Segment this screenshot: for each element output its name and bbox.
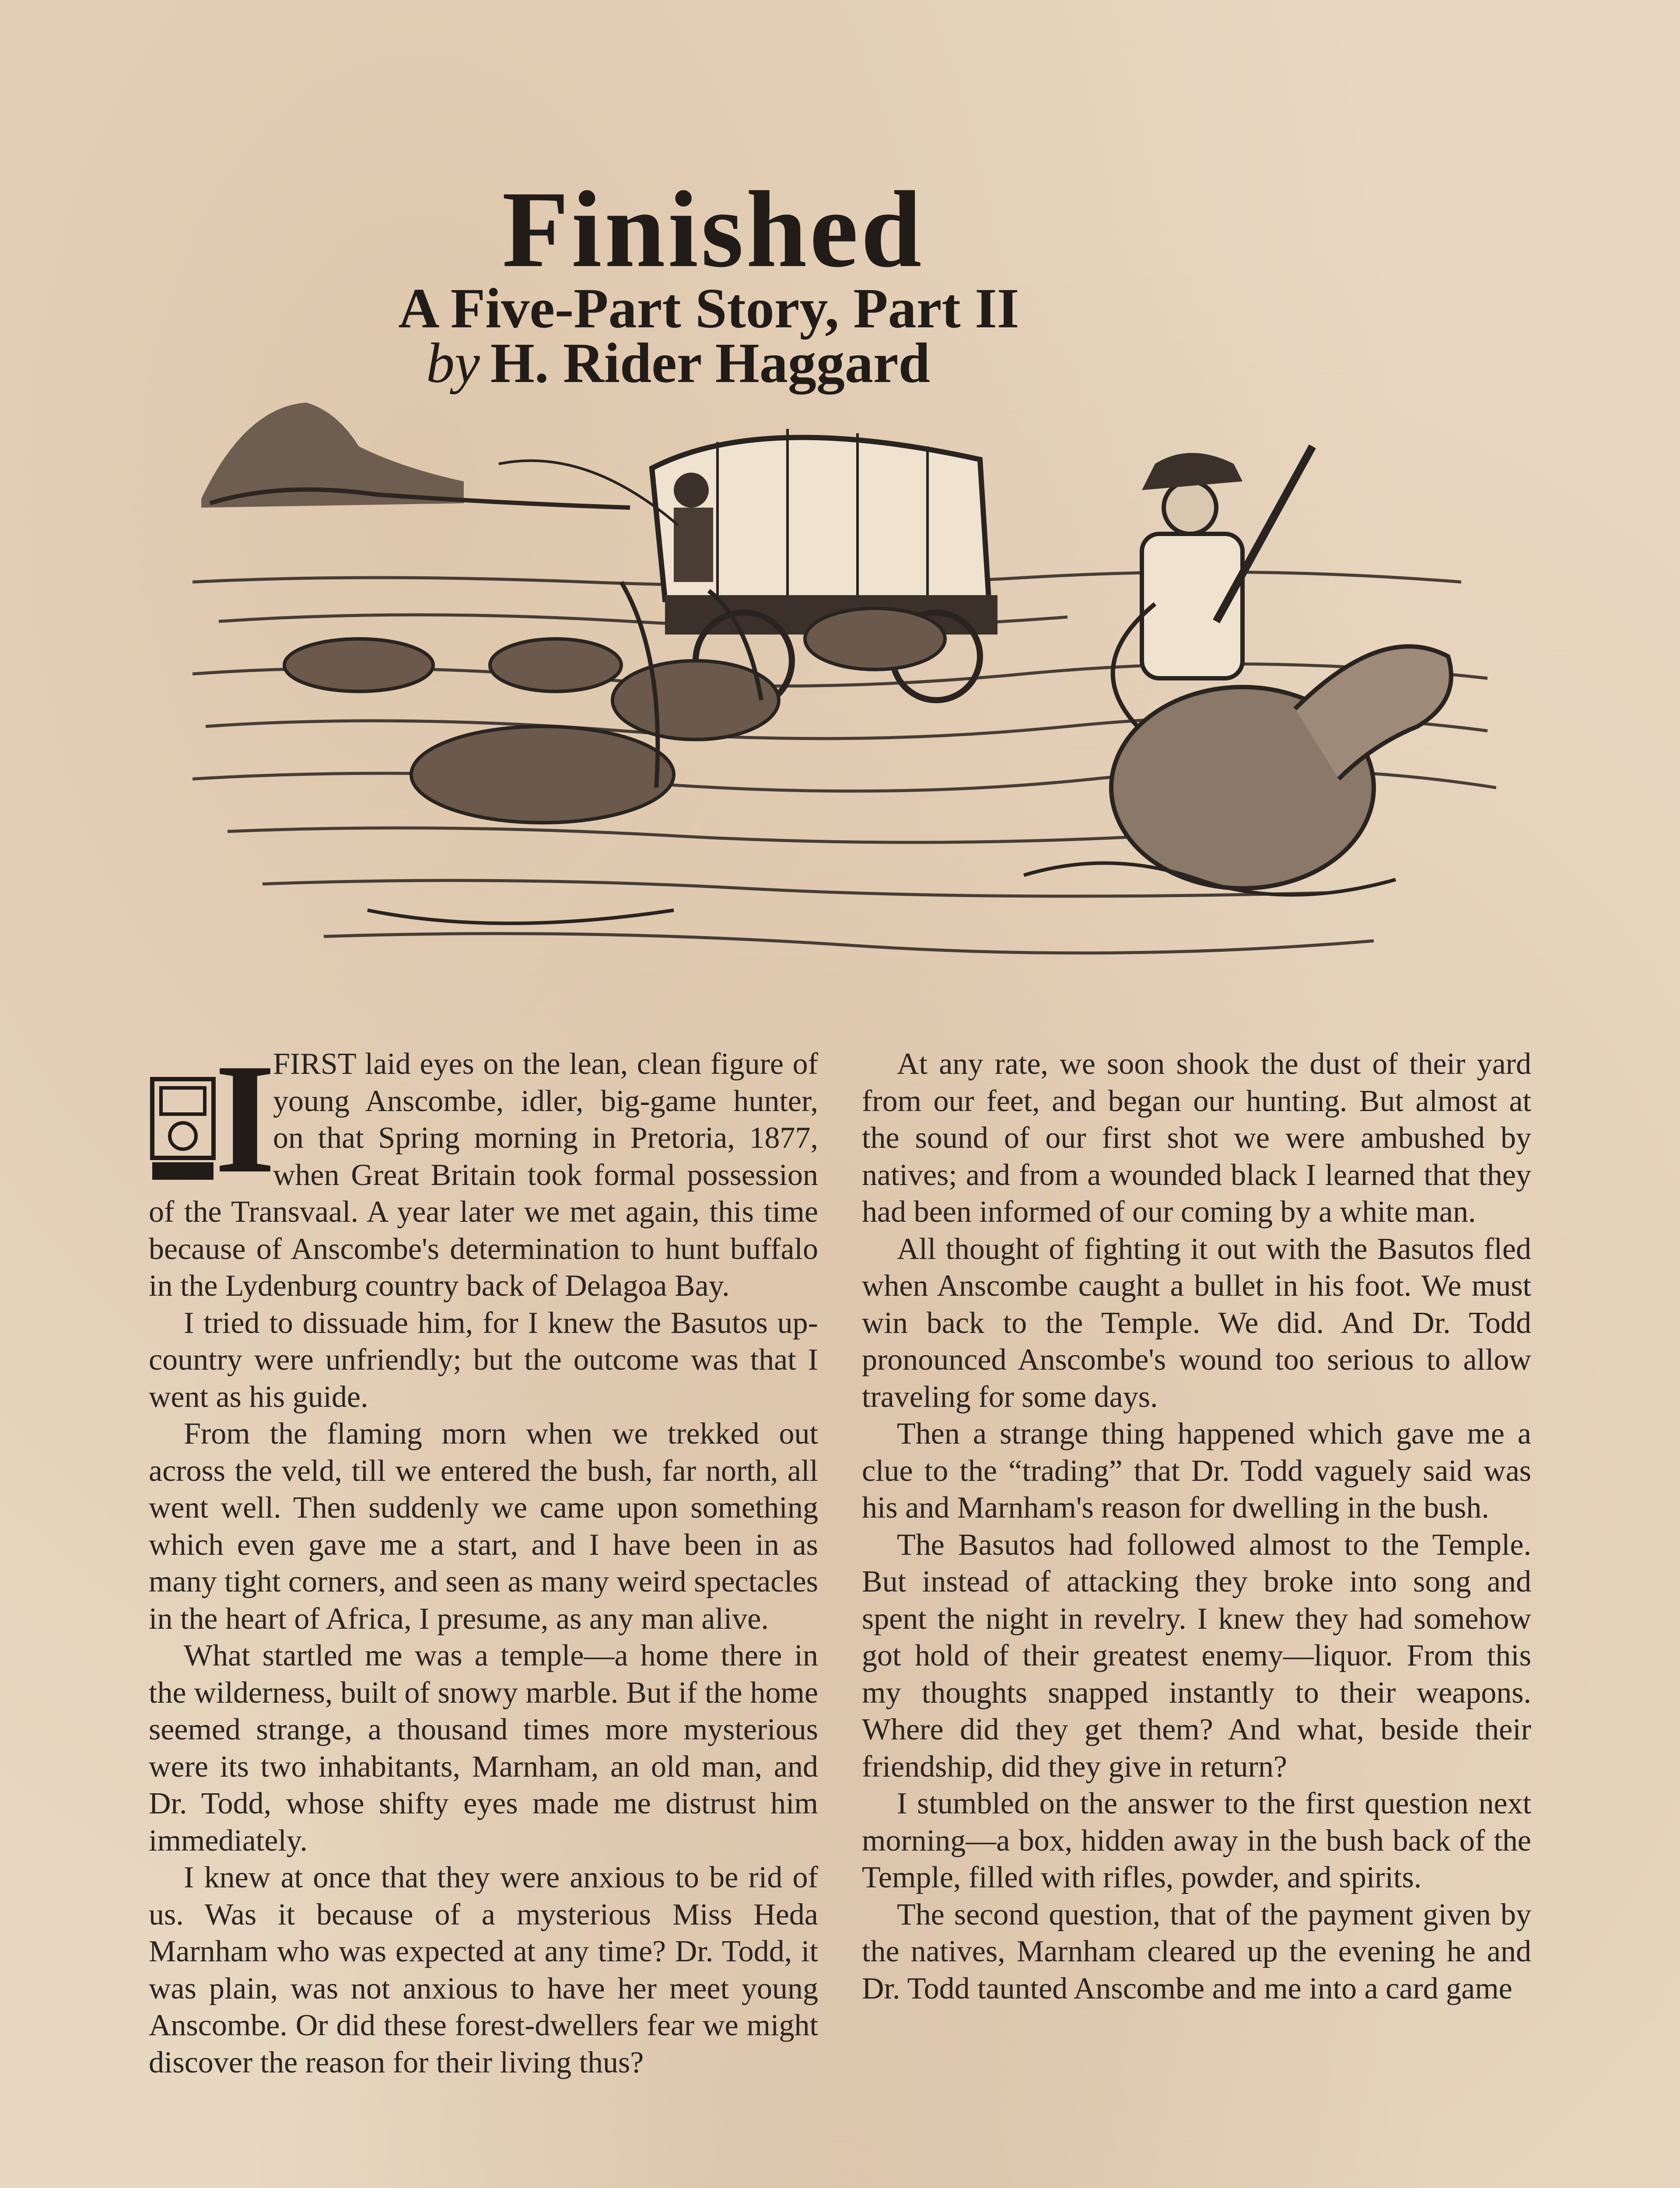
paragraph-text: FIRST laid eyes on the lean, clean figure of young Anscombe, idler, big-game hunter, on that Spring morning in Pretoria, 1877, when Great Britain took formal possession of the Transvaal. A year later we met again, this time because of Anscombe's determination to hunt buffalo in the Lydenburg country back of Delagoa Bay.	[149, 1047, 818, 1303]
paragraph: I knew at once that they were anxious to be rid of us. Was it because of a mysterious Miss Heda Marnham who was expected at any time? Dr. Todd, it was plain, was not anxious to have her meet young Anscombe. Or did these forest-dwellers fear we might discover the reason for their living thus?	[149, 1861, 818, 2079]
paragraph: The second question, that of the payment given by the natives, Marnham cleared up the evening he and Dr. Todd taunted Anscombe and me into a card game	[862, 1897, 1531, 2006]
paragraph: What startled me was a temple—a home there in the wilderness, built of snowy marble. But if the home seemed strange, a thousand times more mysterious were its two inhabitants, Marnham, an old man, and Dr. Todd, whose shifty eyes made me distrust him immediately.	[149, 1639, 818, 1858]
author-name: H. Rider Haggard	[490, 332, 930, 395]
dropcap-letter: I	[214, 1046, 276, 1206]
paragraph	[149, 1046, 818, 1305]
paragraph: I tried to dissuade him, for I knew the Basutos up-country were unfriendly; but the outcome was that I went as his guide.	[149, 1306, 818, 1414]
dropcap	[149, 1046, 276, 1206]
paragraph: From the flaming morn when we trekked out across the veld, till we entered the bush, far north, all went well. Then suddenly we came upon something which even gave me a start, and I have been in as many tight corners, and seen as many weird spectacles in the heart of Africa, I presume, as any man alive.	[149, 1417, 818, 1636]
paragraph: Then a strange thing happened which gave me a clue to the “trading” that Dr. Todd vaguely said was his and Marnham's reason for dwelling in the bush.	[862, 1417, 1531, 1525]
story-title: Finished	[502, 169, 924, 290]
covered-wagon-river-crossing-illustration	[192, 394, 1496, 989]
article-right-column	[862, 1046, 1531, 2188]
dropcap-ornament-icon	[149, 1048, 219, 1193]
byline-prefix: by	[426, 332, 480, 395]
article-left-column	[149, 1046, 818, 2188]
paragraph: The Basutos had followed almost to the Temple. But instead of attacking they broke into song and spent the night in revelry. I knew they had somehow got hold of their greatest enemy—liquor. From this my thoughts snapped instantly to their weapons. Where did they get them? And what, beside their friendship, did they give in return?	[862, 1528, 1531, 1784]
paragraph: At any rate, we soon shook the dust of their yard from our feet, and began our hunting. But almost at the sound of our first shot we were ambushed by natives; and from a wounded black I learned that they had been informed of our coming by a white man.	[862, 1047, 1531, 1229]
story-subtitle: A Five-Part Story, Part II	[398, 277, 1019, 340]
byline	[306, 333, 1050, 394]
paragraph: I stumbled on the answer to the first question next morning—a box, hidden away in the bush back of the Temple, filled with rifles, powder, and spirits.	[862, 1787, 1531, 1894]
paragraph: All thought of fighting it out with the Basutos fled when Anscombe caught a bullet in his foot. We must win back to the Temple. We did. And Dr. Todd pronounced Anscombe's wound too serious to allow traveling for some days.	[862, 1232, 1531, 1414]
